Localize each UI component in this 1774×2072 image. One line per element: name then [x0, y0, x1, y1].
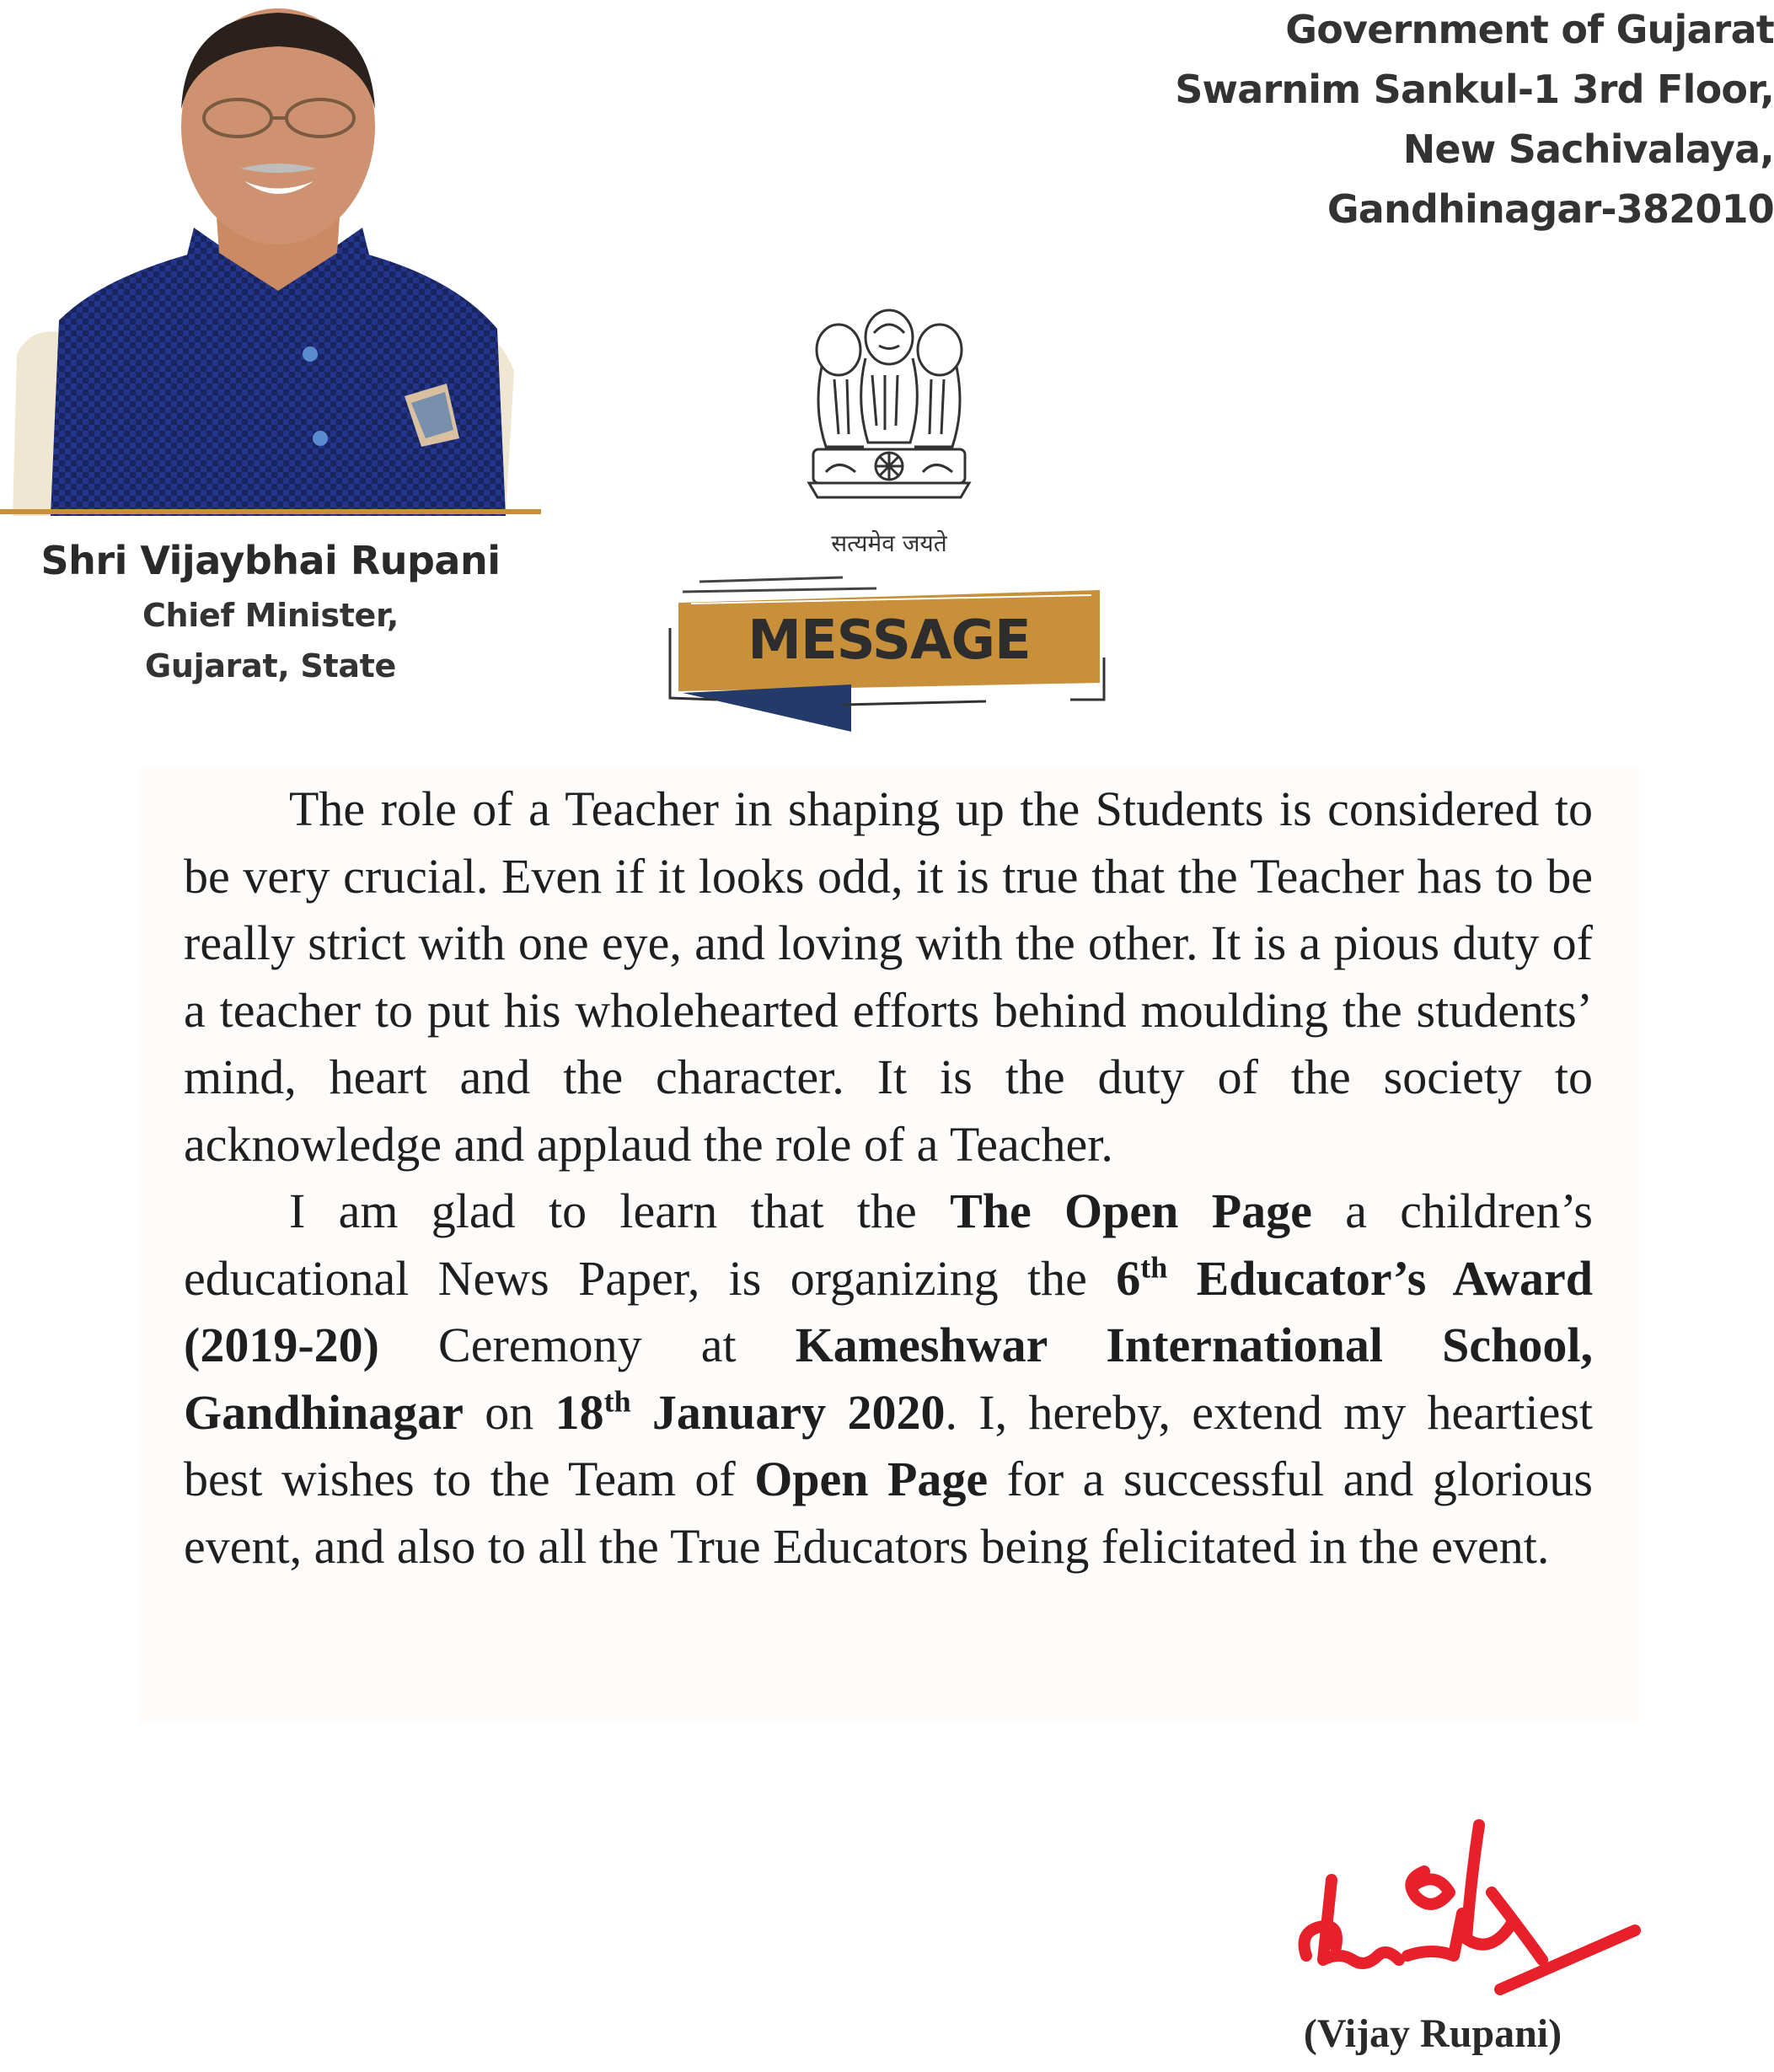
official-designation-line1: Chief Minister,	[142, 597, 399, 634]
text-run: . I, hereby, extend my heartiest best wishes to the Team of	[184, 1384, 1593, 1506]
text-run: I am glad to learn that the	[289, 1184, 951, 1238]
award-title: Educator’s Award (2019-20)	[184, 1250, 1593, 1372]
ordinal-suffix: th	[1140, 1250, 1168, 1285]
office-address	[1016, 0, 1774, 239]
signer-name: (Vijay Rupani)	[1303, 2011, 1562, 2056]
official-name: Shri Vijaybhai Rupani	[40, 538, 501, 583]
newspaper-name: The Open Page	[950, 1184, 1312, 1238]
text-run: Ceremony at	[378, 1318, 796, 1372]
address-line: New Sachivalaya,	[1402, 126, 1774, 172]
text-run: for a successful and glorious event, and also to all the True Educators being felicitated in the event.	[184, 1452, 1593, 1574]
official-name-block	[0, 531, 541, 691]
event-day: 18	[555, 1384, 604, 1440]
address-line: Government of Gujarat	[1285, 7, 1774, 52]
address-line: Gandhinagar-382010	[1326, 186, 1774, 232]
text-run: a children’s educational News Paper, is organizing the	[184, 1184, 1593, 1306]
message-heading: MESSAGE	[748, 609, 1031, 672]
team-name: Open Page	[754, 1452, 989, 1506]
handwritten-signature	[1289, 1812, 1660, 2023]
official-designation-line2: Gujarat, State	[144, 647, 397, 684]
portrait-photo	[0, 0, 539, 516]
event-date	[555, 1385, 946, 1440]
message-paragraph-2	[184, 1178, 1593, 1580]
state-emblem-lion-capital-icon	[796, 299, 982, 527]
event-month-year: January 2020	[630, 1384, 946, 1440]
message-body	[184, 776, 1593, 1580]
venue-name: Kameshwar International School, Gandhinagar	[184, 1318, 1594, 1440]
ordinal-suffix: th	[603, 1384, 631, 1419]
message-paragraph-1: The role of a Teacher in shaping up the Students is considered to be very crucial. Even if it looks odd, it is true that the Teacher has to be really strict with one eye, and loving with the other. It is a pious duty of a teacher to put his wholehearted efforts behind moulding the students’ mind, heart and the character. It is the duty of the society to acknowledge and applaud the role of a Teacher.	[184, 781, 1593, 1172]
award-edition-number: 6	[1116, 1250, 1141, 1306]
emblem-motto: सत्यमेव जयते	[831, 529, 947, 557]
address-line: Swarnim Sankul-1 3rd Floor,	[1175, 67, 1774, 112]
text-run: on	[464, 1384, 555, 1440]
portrait-underline	[0, 509, 541, 514]
